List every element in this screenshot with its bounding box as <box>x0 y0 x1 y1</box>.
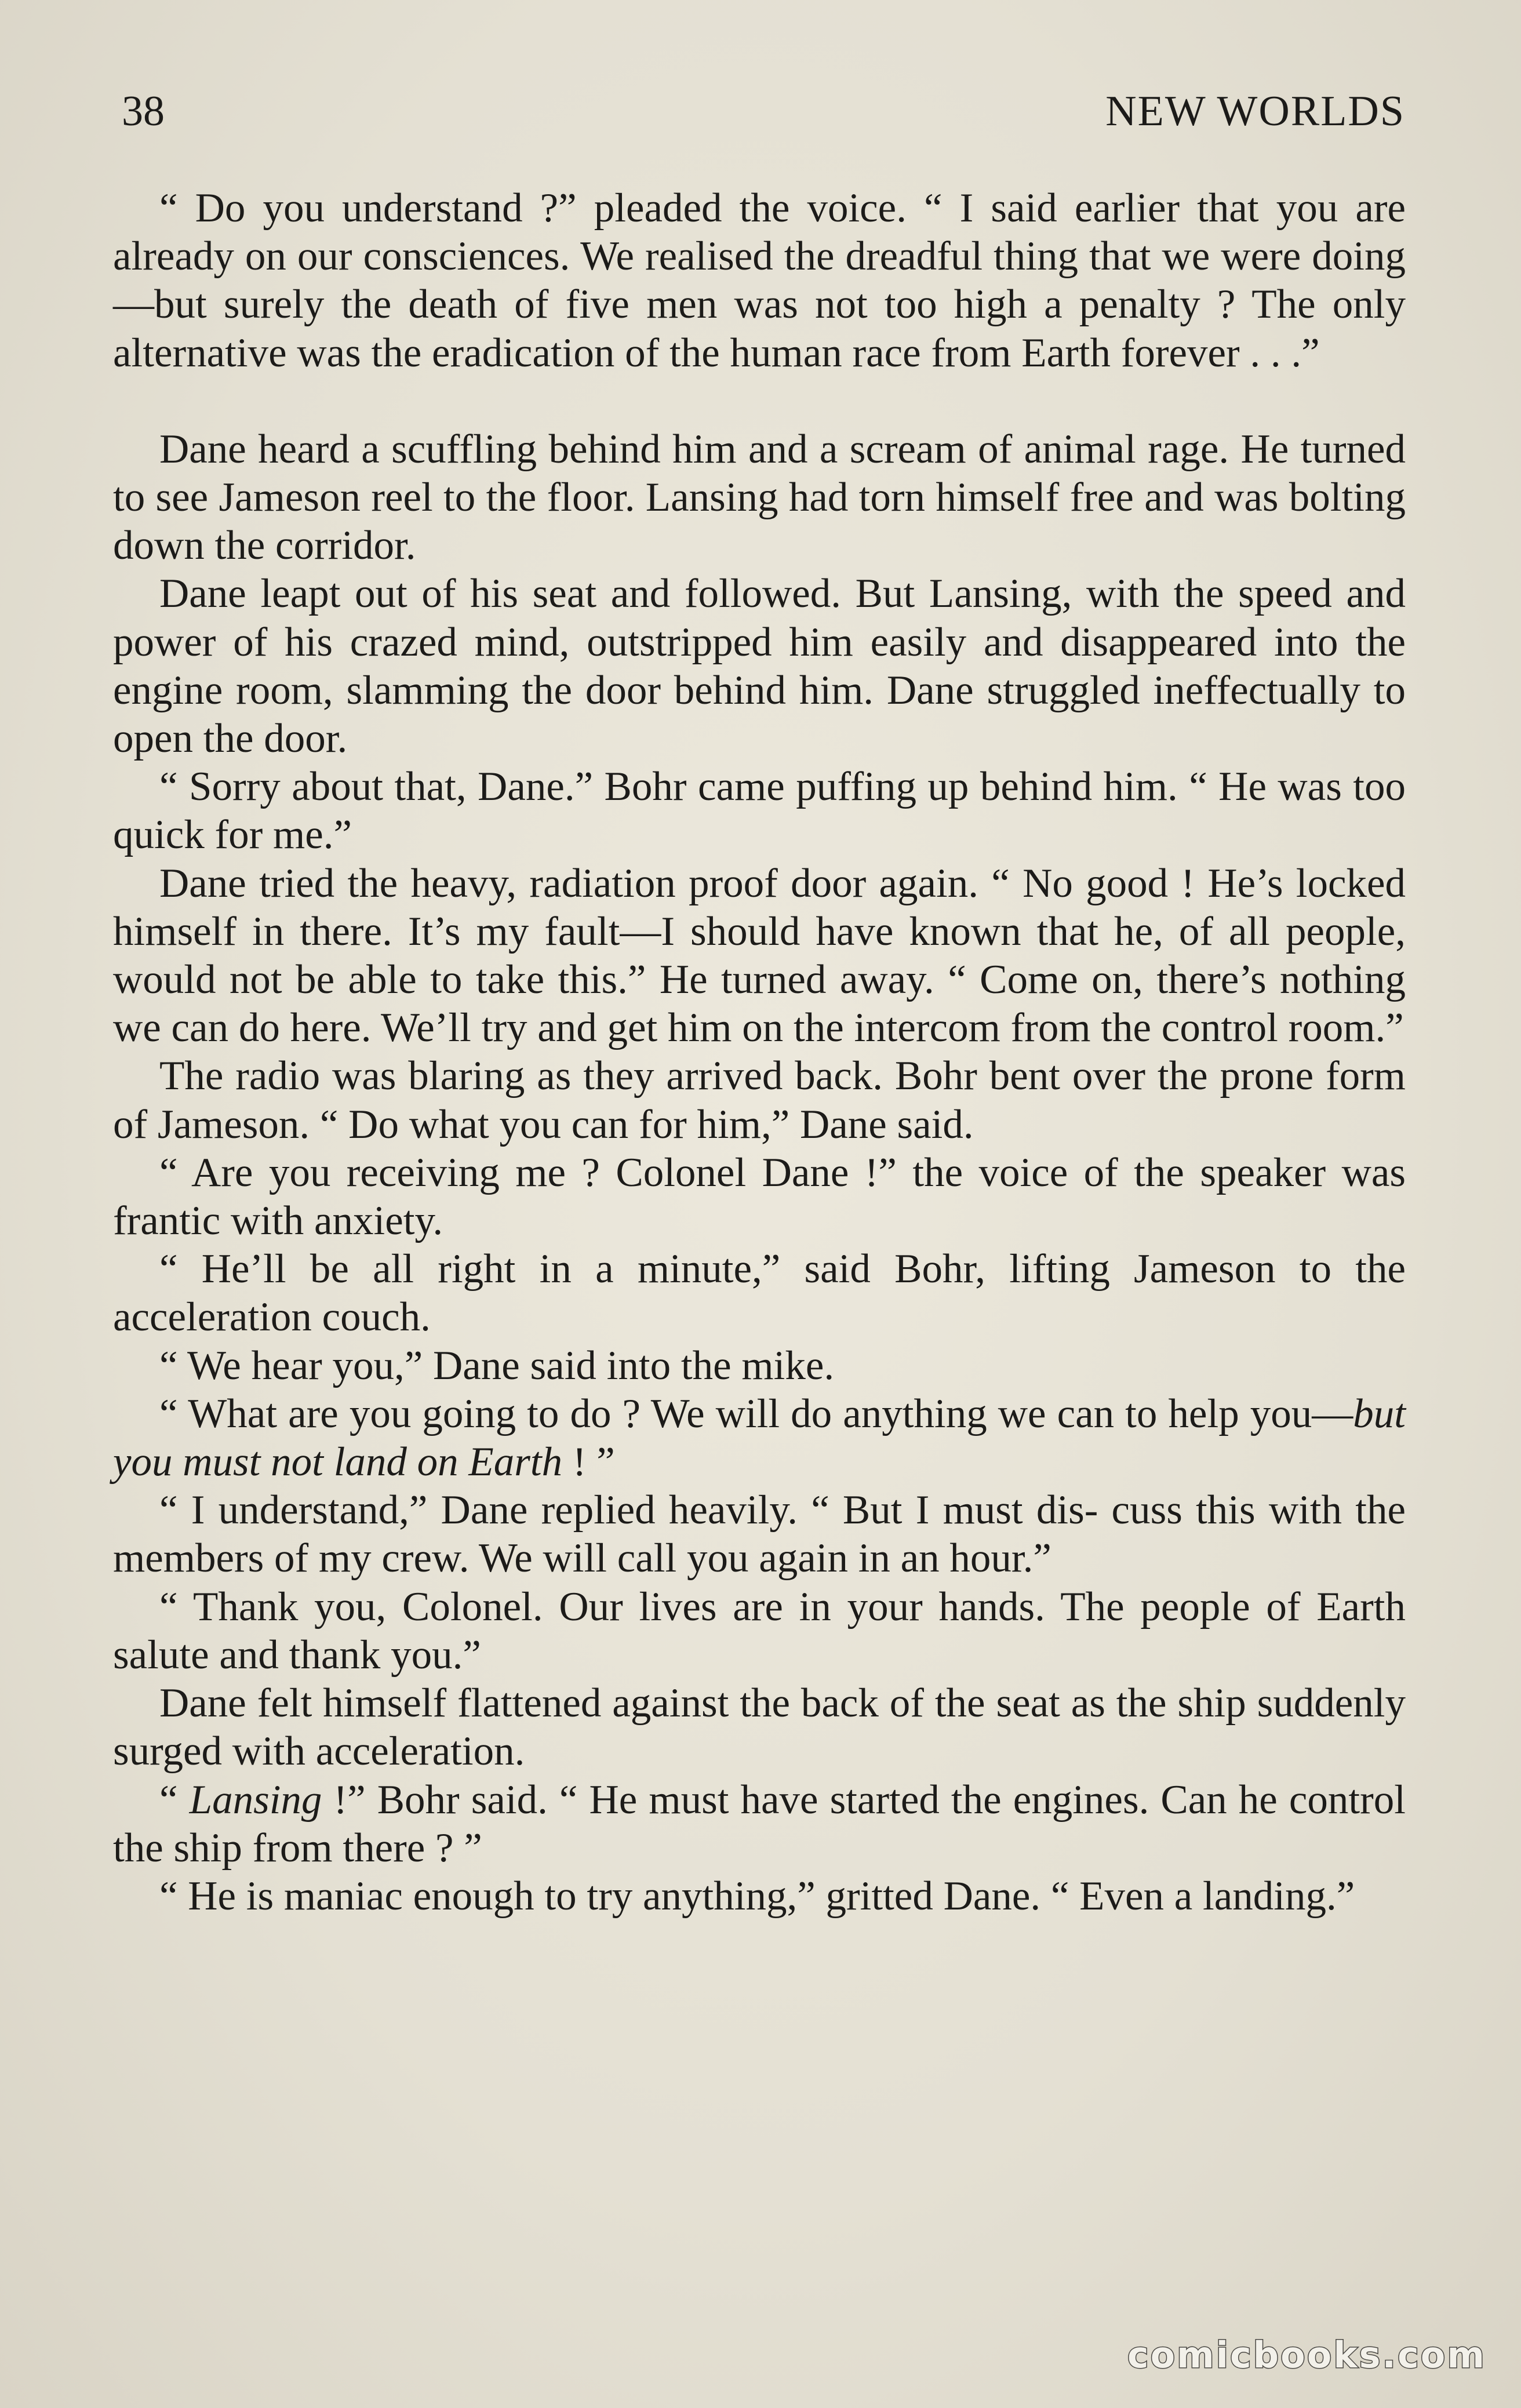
paragraph: Dane felt himself flattened against the back of the seat as the ship suddenly surged with acceleration. <box>113 1680 1406 1774</box>
running-title: NEW WORLDS <box>1105 88 1405 135</box>
paragraph-text: !” Bohr said. “ He must have started the engines. Can he control the ship from there ? ” <box>113 1777 1406 1871</box>
emphasized-text: Lansing <box>189 1777 322 1823</box>
paragraph: The radio was blaring as they arrived back. Bohr bent over the prone form of Jameson. “ Do what you can for him,” Dane said. <box>113 1053 1406 1147</box>
paragraph-text: ! ” <box>562 1439 615 1485</box>
paragraph: “ He’ll be all right in a minute,” said Bohr, lifting Jameson to the acceleration couch. <box>113 1246 1406 1340</box>
paragraph: “ Sorry about that, Dane.” Bohr came puffing up behind him. “ He was too quick for me.” <box>113 764 1406 858</box>
paragraph: “ Thank you, Colonel. Our lives are in your hands. The people of Earth salute and thank you.” <box>113 1584 1406 1678</box>
paragraph-text: “ What are you going to do ? We will do anything we can to help you— <box>159 1391 1353 1436</box>
paragraph: Dane leapt out of his seat and followed. But Lansing, with the speed and power of his crazed mind, outstripped him easily and disappeared into the engine room, slamming the door behind him. Dane struggled ineffectually to open the door. <box>113 571 1406 762</box>
paragraph: Dane heard a scuffling behind him and a scream of animal rage. He turned to see Jameson reel to the floor. Lansing had torn himself free and was bolting down the corridor. <box>113 426 1406 569</box>
running-head <box>122 87 1405 151</box>
paragraph: “ Are you receiving me ? Colonel Dane !” the voice of the speaker was frantic with anxiety. <box>113 1150 1406 1244</box>
paragraph: “ I understand,” Dane replied heavily. “ But I must dis- cuss this with the members of my crew. We will call you again in an hour.” <box>113 1487 1406 1581</box>
page-number: 38 <box>122 88 165 135</box>
paragraph: “ Do you understand ?” pleaded the voice. “ I said earlier that you are already on our consciences. We realised the dreadful thing that we were doing—but surely the death of five men was not too high a penalty ? The only alternative was the eradication of the human race from Earth forever . . .” <box>113 185 1406 376</box>
paragraph-text: “ <box>159 1777 190 1823</box>
watermark: comicbooks.com <box>1127 2334 1486 2376</box>
story-text <box>113 184 1406 1920</box>
paragraph: Dane tried the heavy, radiation proof door again. “ No good ! He’s locked himself in there. It’s my fault—I should have known that he, of all people, would not be able to take this.” He turned away. “ Come on, there’s nothing we can do here. We’ll try and get him on the intercom from the control room.” <box>113 860 1406 1051</box>
emphasized-text: but you must not land on Earth <box>113 1391 1406 1485</box>
paragraph <box>113 1390 1406 1486</box>
paragraph: “ He is maniac enough to try anything,” gritted Dane. “ Even a landing.” <box>159 1873 1355 1919</box>
paragraph: “ We hear you,” Dane said into the mike. <box>159 1343 835 1388</box>
paragraph <box>113 1776 1406 1872</box>
